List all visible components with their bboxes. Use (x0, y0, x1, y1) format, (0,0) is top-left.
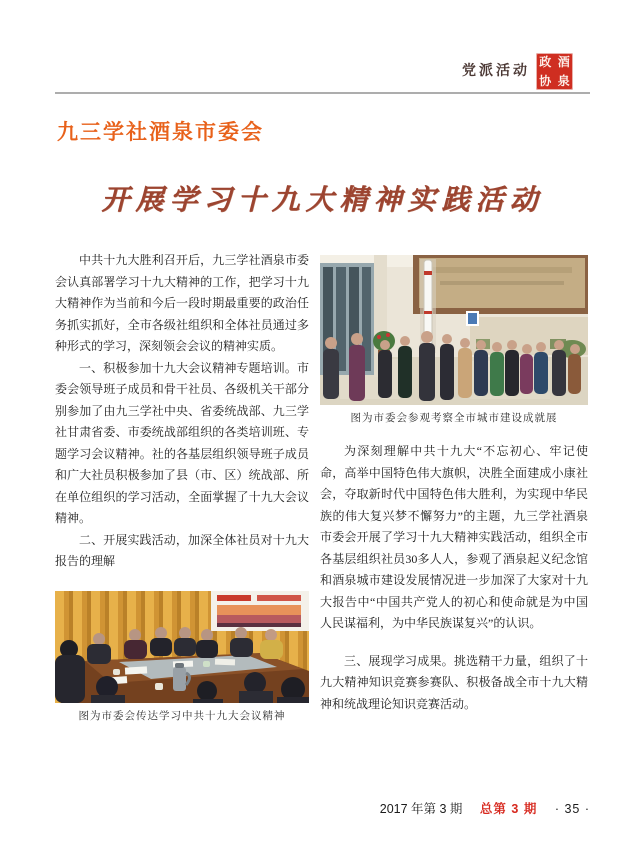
wall-mural (416, 255, 588, 311)
meeting-room-illustration (55, 591, 309, 703)
paragraph-point-one: 一、积极参加十九大会议精神专题培训。市委会领导班子成员和骨干社员、各级机关干部分别参加了由九三学社中央、省委统战部、九三学社甘肃省委、市委统战部组织的各类培训班、专题学习会议精神。社的各基层组织领导班子成员和广大社员积极参加了县（市、区）统战部、所在单位组织的学习活动，全面掌握了十九大会议精神。 (55, 360, 309, 525)
right-column (320, 255, 588, 715)
photo-caption-exhibition: 图为市委会参观考察全市城市建设成就展 (350, 413, 558, 424)
seal-char: 泉 (557, 73, 570, 88)
page-footer (55, 799, 590, 817)
paragraph-intro: 中共十九大胜利召开后，九三学社酒泉市委会认真部署学习十九大精神的工作，把学习十九大精神作为当前和今后一段时期最重要的政治任务抓实抓好，全市各级社组织和全体社员通过多种形式的学习，深刻领会会议的精神实质。 (55, 253, 309, 353)
photo-exhibition-hall (320, 255, 588, 405)
header-divider (55, 92, 590, 94)
meeting-figure (55, 591, 309, 723)
seal-char: 协 (539, 73, 552, 88)
exhibition-figure (320, 255, 588, 425)
magazine-seal-icon (536, 53, 573, 90)
paragraph-practice: 为深刻理解中共十九大“不忘初心、牢记使命，高举中国特色伟大旗帜，决胜全面建成小康社会，夺取新时代中国特色伟大胜利，为实现中华民族的伟大复兴梦不懈努力”的主题，九三学社酒泉市委会开展了学习十九大精神实践活动，组织全市各基层组织社员30多人人，参观了酒泉起义纪念馆和酒泉城市建设发展情况进一步加深了大家对十九大报告中“中国共产党人的初心和使命就是为中国人民谋福利，为中华民族谋复兴”的认识。 (320, 444, 588, 630)
wall-poster (211, 591, 309, 631)
photo-meeting-room (55, 591, 309, 703)
left-column (55, 250, 309, 723)
exhibition-hall-illustration (320, 255, 588, 405)
footer-page-number: · 35 · (554, 802, 590, 816)
footer-cumulative-issue: 总第 3 期 (479, 802, 538, 816)
paragraph-point-three: 三、展现学习成果。挑选精干力量，组织了十九大精神知识竞赛参赛队、积极备战全市十九大精神和统战理论知识竞赛活动。 (320, 653, 588, 711)
small-framed-picture (466, 311, 479, 326)
footer-issue: 2017 年第 3 期 (379, 802, 463, 816)
seal-char: 酒 (557, 55, 570, 69)
photo-caption-meeting: 图为市委会传达学习中共十九大会议精神 (78, 710, 286, 722)
article-title: 开展学习十九大精神实践活动 (101, 185, 544, 216)
seal-char: 政 (539, 55, 552, 69)
organization-heading: 九三学社酒泉市委会 (57, 121, 264, 144)
column-header-label: 党派活动 (462, 62, 530, 78)
paragraph-point-two: 二、开展实践活动，加深全体社员对十九大报告的理解 (55, 532, 309, 568)
